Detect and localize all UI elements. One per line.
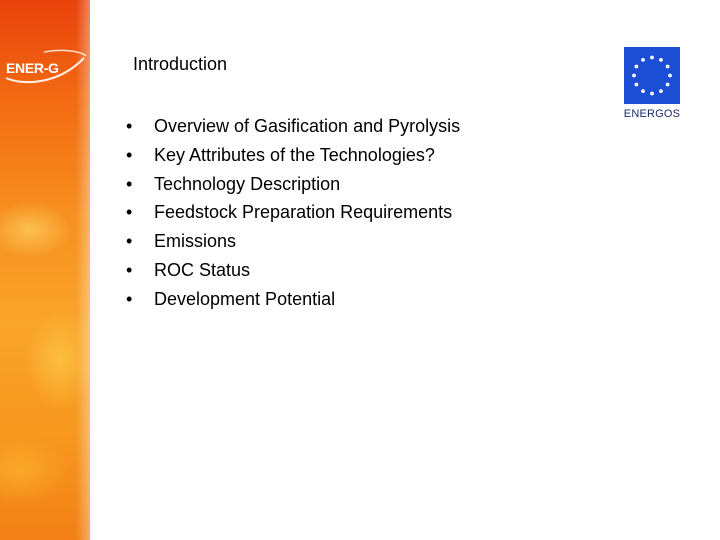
flag-star <box>650 56 654 60</box>
bullet-text: ROC Status <box>154 259 251 280</box>
flag-star <box>659 58 663 62</box>
bullet-dot: • <box>126 116 133 136</box>
star-ring-icon <box>624 47 680 104</box>
bullet-text: Key Attributes of the Technologies? <box>154 144 435 165</box>
flag-star <box>635 83 639 87</box>
bullet-dot: • <box>126 231 133 252</box>
flag-star <box>635 65 639 69</box>
bullet-text: Feedstock Preparation Requirements <box>154 202 453 223</box>
bullet-text: Overview of Gasification and Pyrolysis <box>154 116 461 136</box>
bullet-dot: • <box>126 144 133 165</box>
energos-logo-text: ENERGOS <box>623 108 681 120</box>
flag-star <box>666 65 670 69</box>
bullet-dot: • <box>126 202 133 223</box>
flag-star <box>641 89 645 93</box>
flag-star <box>632 74 636 78</box>
eu-stars-flag-icon <box>624 47 680 104</box>
flag-star <box>659 89 663 93</box>
bullet-text: Emissions <box>154 231 237 252</box>
bullet-text: Technology Description <box>154 173 341 194</box>
energos-logo <box>622 47 682 123</box>
bullet-dot: • <box>126 173 133 194</box>
flag-star <box>666 83 670 87</box>
bullet-dot: • <box>126 259 133 280</box>
ener-g-logo <box>4 48 88 88</box>
bullet-text: Development Potential <box>154 288 336 309</box>
slide-title: Introduction <box>133 54 228 74</box>
flag-star <box>650 92 654 96</box>
ener-g-logo-text: ENER-G <box>6 60 59 76</box>
left-decorative-sidebar <box>0 0 90 540</box>
bullet-dot: • <box>126 288 133 309</box>
flag-star <box>641 58 645 62</box>
flag-star <box>668 74 672 78</box>
